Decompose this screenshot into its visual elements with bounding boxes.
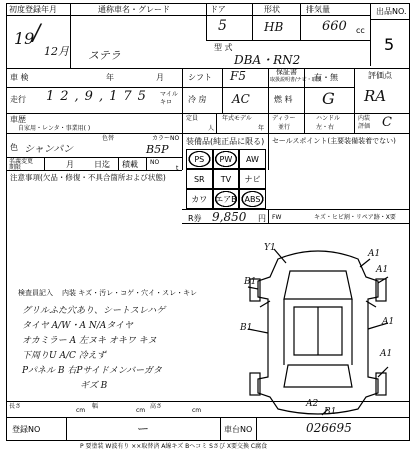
- warranty-options: 有・無: [314, 73, 338, 82]
- chassis-label: 車台NO: [224, 425, 253, 434]
- chassis-value: 026695: [306, 421, 352, 435]
- width-unit: cm: [136, 407, 146, 414]
- inspector-note: 下周りU A/C 冷えず: [22, 351, 106, 361]
- type-label: 型 式: [214, 43, 233, 52]
- first-reg-slash: /: [33, 21, 41, 46]
- day-label: 日迄: [94, 160, 110, 169]
- equipment-item: ABS: [239, 189, 266, 209]
- displacement-label: 排気量: [306, 5, 330, 14]
- dealer-sub: 並行: [278, 124, 291, 131]
- displacement-value: 660: [322, 19, 347, 34]
- equipment-item: エアB: [213, 189, 240, 209]
- recycle-value: 9,850: [212, 210, 247, 224]
- color-no-value: B5P: [146, 143, 169, 156]
- shaken-label: 車 検: [10, 73, 29, 82]
- equipment-item: カワ: [186, 189, 213, 209]
- equipment-item: PS: [186, 149, 213, 169]
- fw-note: キズ・ヒビ割・リペア跡・X要: [314, 214, 396, 221]
- mileage-unit-km: キロ: [160, 99, 173, 106]
- equip-label: 装備品(純正品に限る): [186, 137, 265, 146]
- handle-options: 左・右: [316, 124, 335, 131]
- equipment-item: TV: [213, 169, 240, 189]
- doors-value: 5: [218, 18, 227, 34]
- shape-label: 形状: [264, 5, 280, 14]
- dealer-label: ディラー: [272, 115, 296, 122]
- first-reg-label: 初度登録年月: [9, 5, 57, 14]
- history-sub: 自家用・レンタ・事業用( ): [18, 125, 91, 132]
- rating-label: 評価点: [368, 71, 392, 80]
- title-change-sub: 期限: [9, 164, 22, 171]
- damage-mark: B1: [324, 407, 337, 417]
- cargo-no: NO: [150, 159, 160, 166]
- model-name-value: ステラ: [88, 49, 121, 62]
- rating-value: RA: [364, 87, 387, 105]
- inspector-note: タイヤ A/W・A N/Aタイヤ: [22, 321, 134, 331]
- damage-mark: A1: [382, 317, 395, 327]
- inspector-legend: 内装 キズ・汚レ・コゲ・穴イ・スレ・キレ: [62, 289, 198, 297]
- shift-label: シフト: [188, 73, 212, 82]
- year-model-unit: 年: [258, 125, 265, 132]
- first-reg-month: 12月: [44, 45, 69, 58]
- warranty-label: 保証書: [276, 68, 297, 76]
- recycle-label: R券: [188, 214, 202, 223]
- equipment-item: ナビ: [239, 169, 266, 189]
- inspector-label: 検査員記入: [18, 289, 53, 297]
- aircon-value: AC: [232, 92, 250, 106]
- points-label: セールスポイント(主要装備装着でない): [272, 137, 396, 145]
- length-label: 長さ: [9, 403, 22, 410]
- capacity-label: 定員: [186, 115, 199, 122]
- inspector-note: オカミラー A 左ヌキ オキワ キヌ: [22, 336, 157, 346]
- month-label: 月: [66, 160, 74, 169]
- reg-no-value: ー: [136, 422, 149, 436]
- fuel-label: 燃 料: [274, 95, 293, 104]
- shape-value: HB: [264, 20, 284, 34]
- damage-mark: A1: [368, 249, 381, 259]
- lot-value: 5: [384, 35, 395, 54]
- height-unit: cm: [192, 407, 202, 414]
- warranty-sub: 取扱説明書/ナビ・取説: [270, 77, 322, 83]
- height-label: 高さ: [150, 403, 163, 410]
- title-change-label: 名義変更: [9, 158, 34, 165]
- width-label: 幅: [92, 403, 99, 410]
- equipment-item: PW: [213, 149, 240, 169]
- mileage-label: 走行: [10, 95, 26, 104]
- color-value: シャンパン: [24, 144, 74, 155]
- equipment-item: AW: [239, 149, 266, 169]
- displacement-unit: cc: [356, 26, 365, 35]
- reg-no-label: 登録NO: [12, 425, 41, 434]
- inspector-note: Pパネル B 右Pサイドメンバーガタ: [22, 366, 162, 376]
- interior-sub: 評価: [358, 123, 371, 130]
- damage-mark: B1: [240, 323, 253, 333]
- shift-value: F5: [230, 69, 246, 83]
- cargo-label: 積載: [122, 160, 138, 169]
- model-name-label: 通称車名・グレード: [98, 5, 170, 14]
- damage-mark: A1: [376, 265, 389, 275]
- notes-label: 注意事項(欠品・修復・不具合箇所および状態): [10, 173, 166, 182]
- aircon-label: 冷 房: [188, 95, 207, 104]
- damage-legend: P 要塗装 W波有り ××取替済 A線キズ Bヘコミ Sさび X要交換 C腐食: [80, 443, 268, 450]
- type-value: DBA・RN2: [234, 53, 301, 67]
- inspector-note: グリルふた穴あり、シートスレハゲ: [22, 306, 166, 316]
- equipment-item: SR: [186, 169, 213, 189]
- inspection-sheet: [6, 3, 410, 441]
- car-damage-diagram: [238, 237, 398, 417]
- interior-value: C: [382, 115, 392, 130]
- shaken-year: 年: [106, 73, 114, 82]
- lot-label: 出品NO.: [376, 7, 407, 16]
- damage-mark: A2: [306, 399, 319, 409]
- color-code-label: 色替: [102, 135, 115, 142]
- damage-mark: B1: [244, 277, 257, 287]
- fw-label: FW: [272, 214, 282, 221]
- history-label: 車歴: [10, 115, 26, 124]
- length-unit: cm: [76, 407, 86, 414]
- damage-mark: Y1: [264, 243, 276, 253]
- color-no-label: カラーNO: [152, 135, 180, 142]
- year-model-label: 年式モデル: [222, 115, 252, 122]
- capacity-unit: 人: [208, 125, 215, 132]
- mileage-unit-mile: マイル: [160, 91, 178, 98]
- interior-label: 内装: [358, 115, 371, 122]
- damage-mark: A1: [380, 349, 393, 359]
- handle-label: ハンドル: [316, 115, 341, 122]
- inspector-note: ギズ B: [80, 381, 108, 391]
- cargo-unit: t: [176, 165, 179, 172]
- fuel-value: G: [322, 89, 335, 108]
- mileage-value: 12,9,175: [46, 89, 152, 104]
- color-label: 色: [10, 143, 18, 152]
- doors-label: ドア: [210, 5, 226, 14]
- recycle-unit: 円: [258, 214, 266, 223]
- first-reg-year: 19: [14, 29, 35, 48]
- shaken-month: 月: [156, 73, 164, 82]
